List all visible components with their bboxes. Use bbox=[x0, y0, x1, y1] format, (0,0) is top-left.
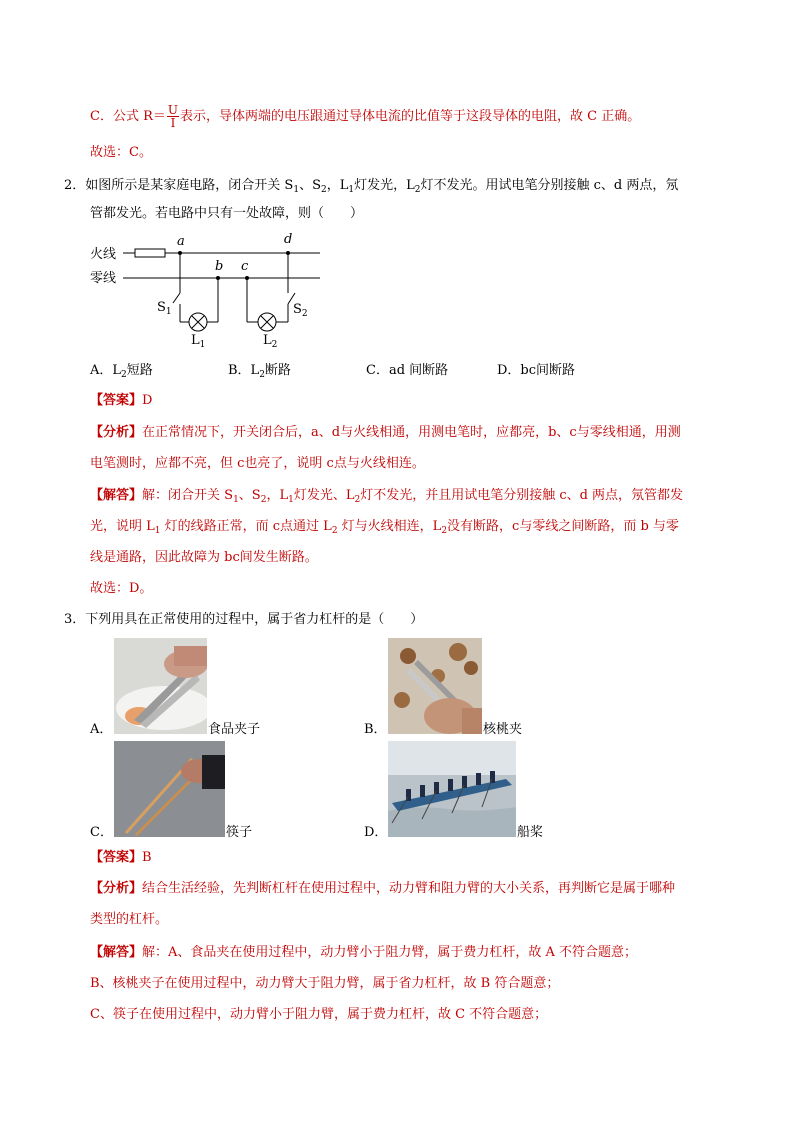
rowing-oars-image bbox=[388, 741, 516, 837]
q3-option-d-label: 船桨 bbox=[517, 825, 544, 840]
formula-fraction: $\frac{U}{I}$ bbox=[167, 103, 178, 130]
q2-option-d[interactable]: D．bc间断路 bbox=[497, 363, 576, 378]
lamp-l2-label: $L_2$ bbox=[263, 333, 278, 350]
node-a-label: a bbox=[177, 234, 185, 249]
q3-option-a-label: 食品夹子 bbox=[208, 722, 261, 737]
q3-solution-line1: 【解答】解：A、食品夹在使用过程中，动力臂小于阻力臂，属于费力杠杆，故 A 不符合题意； bbox=[90, 945, 638, 960]
q3-solution-line3: C、筷子在使用过程中，动力臂小于阻力臂，属于费力杠杆，故 C 不符合题意； bbox=[90, 1007, 548, 1022]
q2-analysis-line2: 电笔测时，应都不亮，但 c也亮了，说明 c点与火线相连。 bbox=[90, 456, 425, 471]
q2-option-b[interactable]: B．$L_2$断路 bbox=[228, 363, 291, 380]
q2-option-c[interactable]: C．ad 间断路 bbox=[366, 363, 449, 378]
q2-answer: 【答案】D bbox=[90, 393, 153, 408]
q2-solution-line3: 线是通路，因此故障为 bc间发生断路。 bbox=[90, 550, 318, 565]
q3-stem: 3．下列用具在正常使用的过程中，属于省力杠杆的是（ ） bbox=[64, 612, 424, 627]
switch-s1-label: $S_1$ bbox=[157, 300, 172, 317]
live-wire-label: 火线 bbox=[90, 247, 117, 262]
node-c-label: c bbox=[241, 259, 249, 274]
q3-analysis-line2: 类型的杠杆。 bbox=[90, 912, 169, 927]
q3-option-d-letter[interactable]: D． bbox=[364, 825, 388, 840]
q1-choose: 故选：C。 bbox=[90, 145, 152, 160]
node-b-label: b bbox=[215, 259, 224, 274]
q2-stem-line1: 2．如图所示是某家庭电路，闭合开关 $S_1$、$S_2$，$L_1$灯发光，$L_2$灯不发光。用试电笔分别接触 c、d 两点，氖 bbox=[64, 178, 679, 195]
switch-s2-label: $S_2$ bbox=[293, 302, 308, 319]
q3-option-c-letter[interactable]: C． bbox=[90, 825, 113, 840]
nutcracker-image bbox=[388, 638, 482, 734]
node-d-label: d bbox=[284, 232, 293, 247]
q2-stem-line2: 管都发光。若电路中只有一处故障，则（ ） bbox=[90, 206, 364, 221]
q2-solution-line2: 光，说明 $L_1$ 灯的线路正常，而 c点通过 $L_2$ 灯与火线相连，$L_2$没有断路，c与零线之间断路，而 b 与零 bbox=[90, 519, 679, 536]
food-tongs-image bbox=[114, 638, 207, 734]
neutral-wire-label: 零线 bbox=[90, 271, 117, 286]
q2-solution-line1: 【解答】解：闭合开关 $S_1$、$S_2$，$L_1$灯发光、$L_2$灯不发光，并且用试电笔分别接触 c、d 两点，氖管都发 bbox=[90, 488, 684, 505]
q3-solution-line2: B、核桃夹子在使用过程中，动力臂大于阻力臂，属于省力杠杆，故 B 符合题意； bbox=[90, 976, 560, 991]
q3-answer: 【答案】B bbox=[90, 850, 152, 865]
circuit-diagram bbox=[85, 228, 325, 358]
q3-option-b-label: 核桃夹 bbox=[483, 722, 523, 737]
q2-option-a[interactable]: A．$L_2$短路 bbox=[90, 363, 153, 380]
lamp-l1-label: $L_1$ bbox=[191, 333, 206, 350]
chopsticks-image bbox=[114, 741, 225, 837]
q3-option-b-letter[interactable]: B． bbox=[364, 722, 387, 737]
q1-option-c-explanation: C．公式 R＝ $\frac{U}{I}$ 表示，导体两端的电压跟通过导体电流的比值等于这段导体的电阻，故 C 正确。 bbox=[90, 103, 641, 130]
q3-option-c-label: 筷子 bbox=[226, 825, 253, 840]
fuse bbox=[135, 249, 165, 257]
q2-analysis-line1: 【分析】在正常情况下，开关闭合后，a、d与火线相通，用测电笔时，应都亮，b、c与零线相通，用测 bbox=[90, 425, 681, 440]
q3-option-a-letter[interactable]: A． bbox=[90, 722, 113, 737]
q3-analysis-line1: 【分析】结合生活经验，先判断杠杆在使用过程中，动力臂和阻力臂的大小关系，再判断它是属于哪种 bbox=[90, 881, 676, 896]
switch-s1 bbox=[173, 293, 180, 303]
q2-choose: 故选：D。 bbox=[90, 581, 153, 596]
